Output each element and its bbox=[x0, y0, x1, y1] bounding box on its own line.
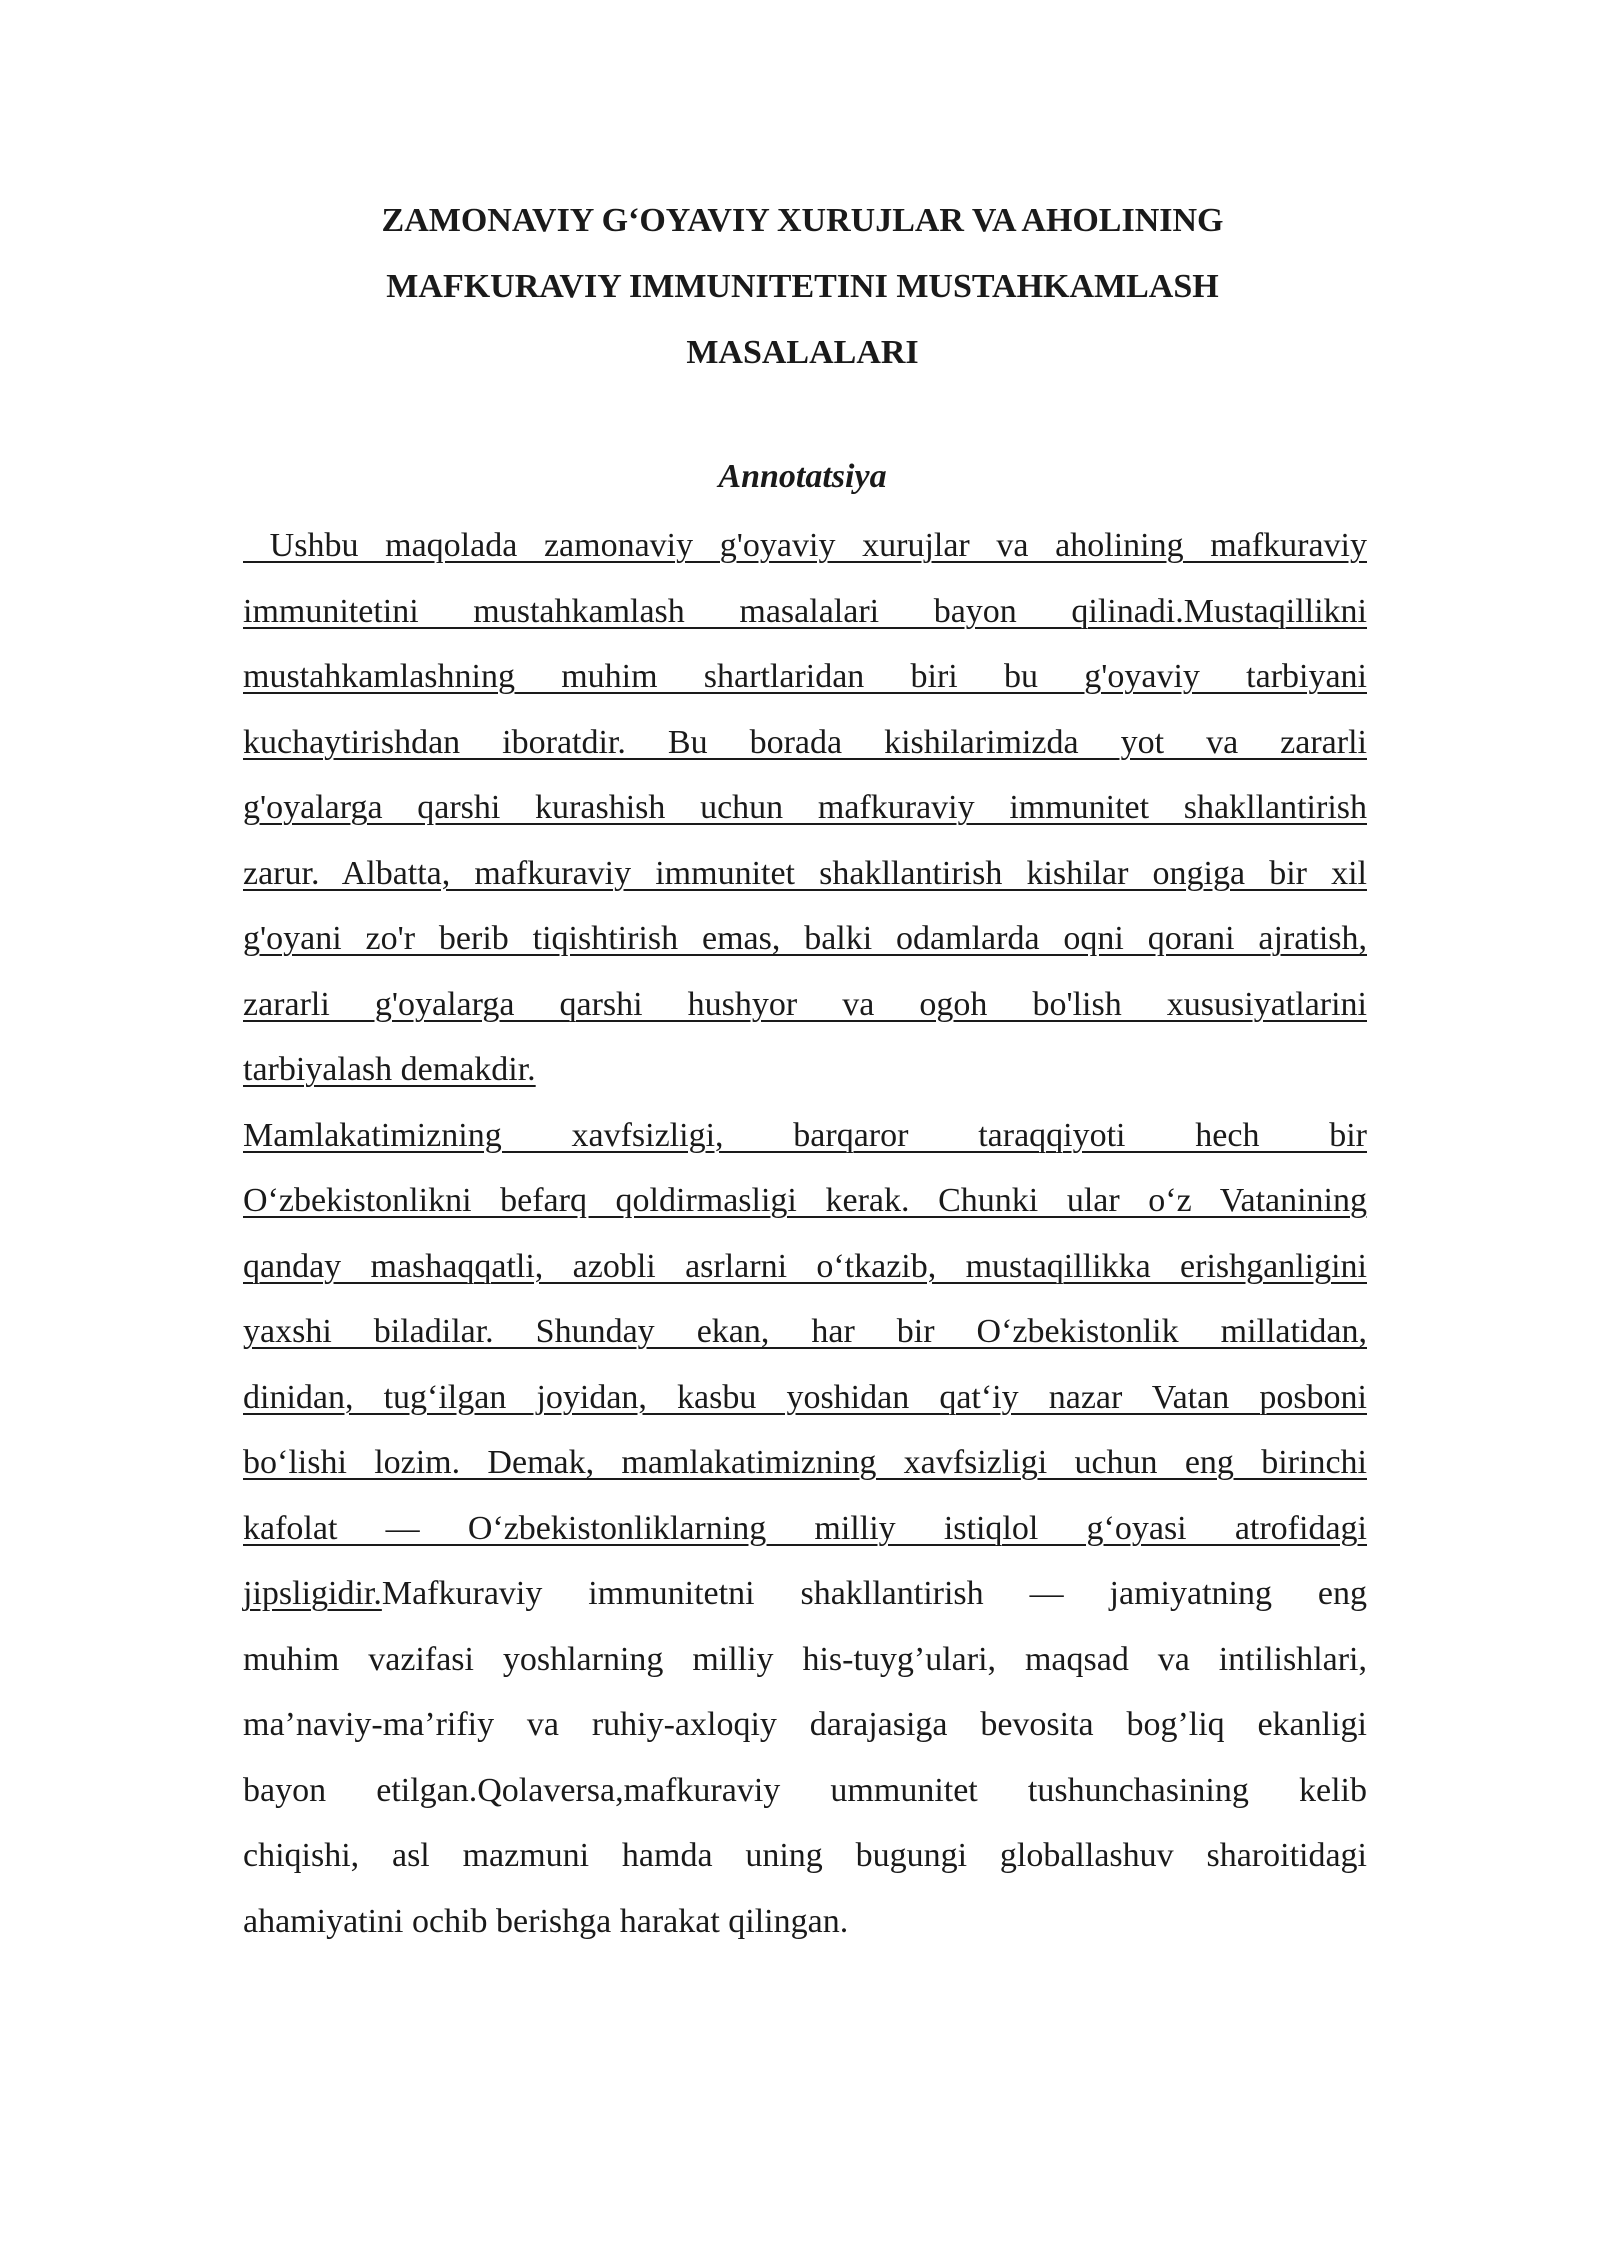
body-line bbox=[243, 1365, 1367, 1431]
underlined-text: yaxshi biladilar. Shunday ekan, har bir O‘zbekistonlik millatidan, bbox=[243, 1313, 1367, 1350]
body-line bbox=[243, 1496, 1367, 1562]
underlined-text: g'oyani zo'r berib tiqishtirish emas, balki odamlarda oqni qorani ajratish, bbox=[243, 920, 1367, 957]
body-line bbox=[243, 1823, 1367, 1889]
body-line bbox=[243, 1561, 1367, 1627]
title-line: MAFKURAVIY IMMUNITETINI MUSTAHKAMLASH bbox=[386, 268, 1219, 305]
underlined-text: kafolat — O‘zbekistonliklarning milliy istiqlol g‘oyasi atrofidagi bbox=[243, 1509, 1367, 1547]
underlined-text: dinidan, tug‘ilgan joyidan, kasbu yoshidan qat‘iy nazar Vatan posboni bbox=[243, 1378, 1367, 1416]
body-line bbox=[243, 906, 1367, 972]
body-line bbox=[243, 579, 1367, 645]
underlined-text: kuchaytirishdan iboratdir. Bu borada kishilarimizda yot va zararli bbox=[243, 723, 1367, 761]
document-title bbox=[240, 188, 1365, 386]
plain-text: chiqishi, asl mazmuni hamda uning bugungi globallashuv sharoitidagi bbox=[243, 1837, 1367, 1874]
underlined-text: Mamlakatimizning xavfsizligi, barqaror taraqqiyoti hech bir bbox=[243, 1116, 1367, 1154]
plain-text: ahamiyatini ochib berishga harakat qilingan. bbox=[243, 1902, 849, 1940]
body-line bbox=[243, 1168, 1367, 1234]
body-line bbox=[243, 644, 1367, 710]
body-line bbox=[243, 775, 1367, 841]
body-line bbox=[243, 710, 1367, 776]
underlined-text: zarur. Albatta, mafkuraviy immunitet shakllantirish kishilar ongiga bir xil bbox=[243, 854, 1367, 892]
annotation-body bbox=[243, 513, 1367, 1954]
body-line bbox=[243, 1627, 1367, 1693]
body-line bbox=[243, 1758, 1367, 1824]
body-line bbox=[243, 1692, 1367, 1758]
underlined-text: jipsligidir. bbox=[243, 1575, 382, 1612]
plain-text: muhim vazifasi yoshlarning milliy his-tuyg’ulari, maqsad va intilishlari, bbox=[243, 1640, 1367, 1678]
underlined-text: g'oyalarga qarshi kurashish uchun mafkuraviy immunitet shakllantirish bbox=[243, 789, 1367, 826]
plain-text: Mafkuraviy immunitetni shakllantirish — jamiyatning eng bbox=[381, 1575, 1367, 1612]
underlined-text: zararli g'oyalarga qarshi hushyor va ogoh bo'lish xususiyatlarini bbox=[243, 985, 1367, 1023]
body-line bbox=[243, 513, 1367, 579]
annotation-heading: Annotatsiya bbox=[718, 458, 887, 495]
body-line bbox=[243, 1430, 1367, 1496]
underlined-text: tarbiyalash demakdir. bbox=[243, 1051, 536, 1088]
body-line bbox=[243, 1234, 1367, 1300]
body-line bbox=[243, 1889, 1367, 1955]
body-line bbox=[243, 1037, 1367, 1103]
underlined-text: Ushbu maqolada zamonaviy g'oyaviy xurujlar va aholining mafkuraviy bbox=[243, 527, 1367, 564]
body-line bbox=[243, 972, 1367, 1038]
title-line: MASALALARI bbox=[686, 334, 919, 371]
underlined-text: mustahkamlashning muhim shartlaridan biri bu g'oyaviy tarbiyani bbox=[243, 658, 1367, 695]
body-line bbox=[243, 1103, 1367, 1169]
underlined-text: bo‘lishi lozim. Demak, mamlakatimizning xavfsizligi uchun eng birinchi bbox=[243, 1444, 1367, 1481]
body-line bbox=[243, 841, 1367, 907]
plain-text: bayon etilgan.Qolaversa,mafkuraviy ummunitet tushunchasining kelib bbox=[243, 1771, 1367, 1809]
underlined-text: immunitetini mustahkamlash masalalari bayon qilinadi.Mustaqillikni bbox=[243, 592, 1367, 630]
underlined-text: qanday mashaqqatli, azobli asrlarni o‘tkazib, mustaqillikka erishganligini bbox=[243, 1247, 1367, 1285]
body-line bbox=[243, 1299, 1367, 1365]
title-line: ZAMONAVIY G‘OYAVIY XURUJLAR VA AHOLINING bbox=[381, 202, 1224, 239]
plain-text: ma’naviy-ma’rifiy va ruhiy-axloqiy darajasiga bevosita bog’liq ekanligi bbox=[243, 1706, 1367, 1743]
underlined-text: O‘zbekistonlikni befarq qoldirmasligi kerak. Chunki ular o‘z Vatanining bbox=[243, 1182, 1367, 1219]
